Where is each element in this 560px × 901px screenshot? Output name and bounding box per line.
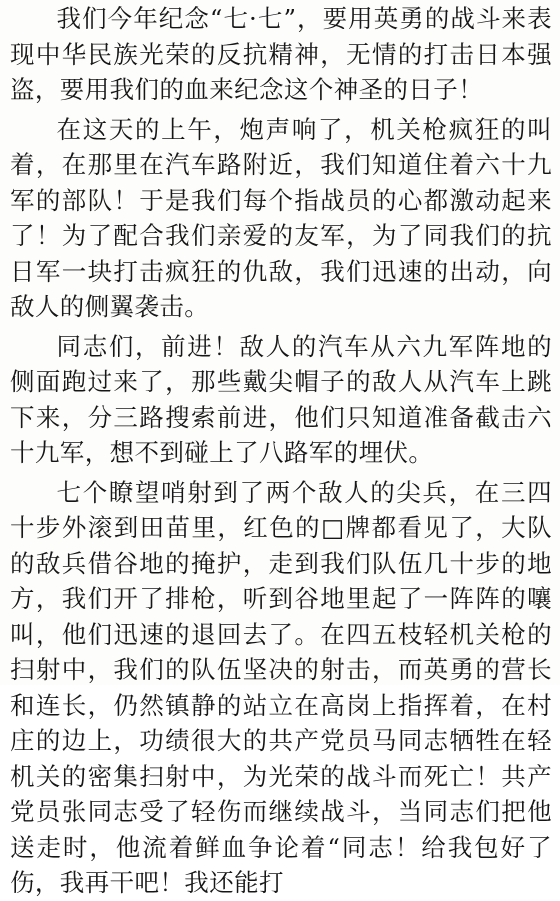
paragraph-4: 七个瞭望哨射到了两个敌人的尖兵，在三四十步外滚到田苗里，红色的□牌都看见了，大队的敌兵借谷地的掩护，走到我们队伍几十步的地方，我们开了排枪，听到谷地里起了一阵阵的嚷叫，他们迅速的退回去了。在四五枝轻机关枪的扫射中，我们的队伍坚决的射击，而英勇的营长和连长，仍然镇静的站立在高岗上指挥着，在村庄的边上，功绩很大的共产党员马同志牺牲在轻机关的密集扫射中，为光荣的战斗而死亡！共产党员张同志受了轻伤而继续战斗，当同志们把他送走时，他流着鲜血争论着“同志！给我包好了伤，我再干吧！我还能打 <box>10 477 552 897</box>
paragraph-1: 我们今年纪念“七·七”，要用英勇的战斗来表现中华民族光荣的反抗精神，无情的打击日本强盗，要用我们的血来纪念这个神圣的日子！ <box>10 4 552 104</box>
paragraph-2: 在这天的上午，炮声响了，机关枪疯狂的叫着，在那里在汽车路附近，我们知道住着六十九军的部队！于是我们每个指战员的心都激动起来了！为了配合我们亲爱的友军，为了同我们的抗日军一块打击疯狂的仇敌，我们迅速的出动，向敌人的侧翼袭击。 <box>10 114 552 321</box>
paragraph-3: 同志们，前进！敌人的汽车从六九军阵地的侧面跑过来了，那些戴尖帽子的敌人从汽车上跳下来，分三路搜索前进，他们只知道准备截击六十九军，想不到碰上了八路军的埋伏。 <box>10 331 552 467</box>
